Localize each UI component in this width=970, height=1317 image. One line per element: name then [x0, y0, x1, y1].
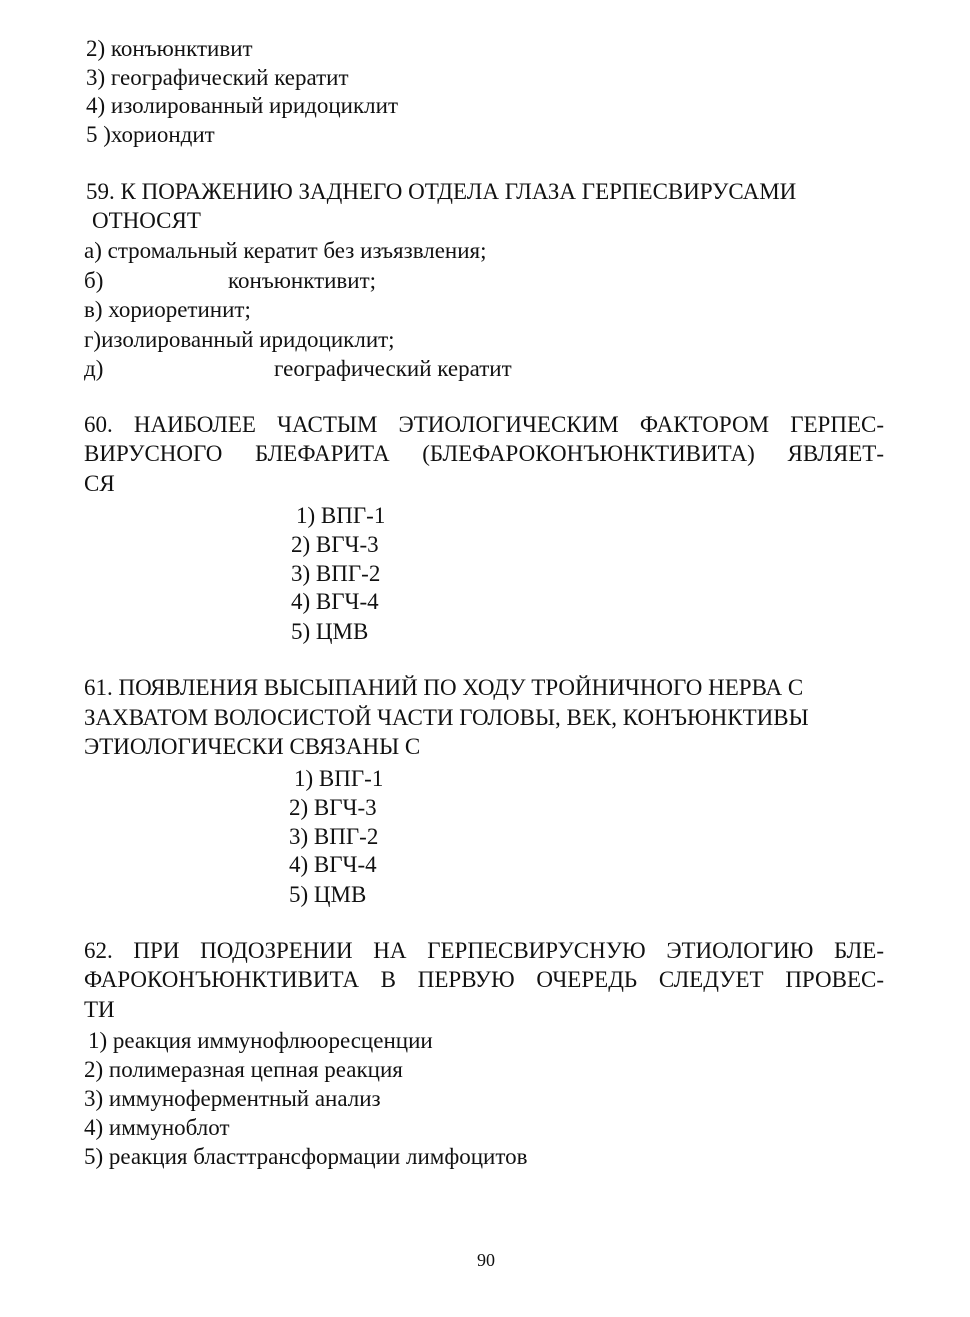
question-title: СЯ: [84, 471, 115, 496]
answer-option: [84, 266, 103, 295]
answer-option: 2) ВГЧ-3: [289, 795, 377, 820]
option-marker: в): [84, 297, 103, 322]
answer-option: 4) ВГЧ-4: [289, 852, 377, 877]
answer-option: 2) конъюнктивит: [86, 36, 253, 61]
question-title: 61. ПОЯВЛЕНИЯ ВЫСЫПАНИЙ ПО ХОДУ ТРОЙНИЧНОГО НЕРВА С: [84, 675, 804, 700]
answer-option: 5) реакция бласттрансформации лимфоцитов: [84, 1144, 528, 1169]
question-title: ЗАХВАТОМ ВОЛОСИСТОЙ ЧАСТИ ГОЛОВЫ, ВЕК, КОНЪЮНКТИВЫ: [84, 705, 809, 730]
answer-option: 1) ВПГ-1: [294, 766, 384, 791]
answer-option: 2) ВГЧ-3: [291, 532, 379, 557]
page-number: 90: [477, 1250, 495, 1270]
answer-option: 3) географический кератит: [86, 65, 349, 90]
answer-option: 4) иммуноблот: [84, 1115, 230, 1140]
answer-option: 5) ЦМВ: [289, 882, 367, 907]
question-title: 59. К ПОРАЖЕНИЮ ЗАДНЕГО ОТДЕЛА ГЛАЗА ГЕРПЕСВИРУСАМИ: [86, 179, 797, 204]
option-text: конъюнктивит;: [228, 268, 377, 293]
answer-option: 4) изолированный иридоциклит: [86, 93, 398, 118]
answer-option: [84, 295, 251, 324]
answer-option: 2) полимеразная цепная реакция: [84, 1057, 403, 1082]
answer-option: [84, 354, 103, 383]
question-title: 62. ПРИ ПОДОЗРЕНИИ НА ГЕРПЕСВИРУСНУЮ ЭТИОЛОГИЮ БЛЕ-: [84, 938, 884, 963]
question-title: ВИРУСНОГО БЛЕФАРИТА (БЛЕФАРОКОНЪЮНКТИВИТА) ЯВЛЯЕТ-: [84, 441, 884, 466]
option-text: географический кератит: [274, 356, 512, 381]
option-marker: а): [84, 238, 102, 263]
question-title: ТИ: [84, 997, 115, 1022]
option-text: стромальный кератит без изъязвления;: [107, 238, 487, 263]
answer-option: 3) ВПГ-2: [291, 561, 381, 586]
question-title: ЭТИОЛОГИЧЕСКИ СВЯЗАНЫ С: [84, 734, 421, 759]
option-text: хориоретинит;: [108, 297, 251, 322]
answer-option: [84, 236, 487, 265]
question-title: ОТНОСЯТ: [92, 208, 201, 233]
answer-option: 5) ЦМВ: [291, 619, 369, 644]
option-marker: д): [84, 356, 104, 381]
answer-option: 4) ВГЧ-4: [291, 589, 379, 614]
option-marker: б): [84, 268, 104, 293]
answer-option: 3) иммуноферментный анализ: [84, 1086, 381, 1111]
question-title: 60. НАИБОЛЕЕ ЧАСТЫМ ЭТИОЛОГИЧЕСКИМ ФАКТОРОМ ГЕРПЕС-: [84, 412, 884, 437]
option-text: изолированный иридоциклит;: [101, 327, 395, 352]
answer-option: 3) ВПГ-2: [289, 824, 379, 849]
answer-option: 1) ВПГ-1: [296, 503, 386, 528]
answer-option: [84, 325, 395, 354]
option-marker: г): [84, 327, 102, 352]
answer-option: 1) реакция иммунофлюоресценции: [88, 1028, 433, 1053]
answer-option: 5 )хориондит: [86, 122, 215, 147]
question-title: ФАРОКОНЪЮНКТИВИТА В ПЕРВУЮ ОЧЕРЕДЬ СЛЕДУЕТ ПРОВЕС-: [84, 967, 884, 992]
